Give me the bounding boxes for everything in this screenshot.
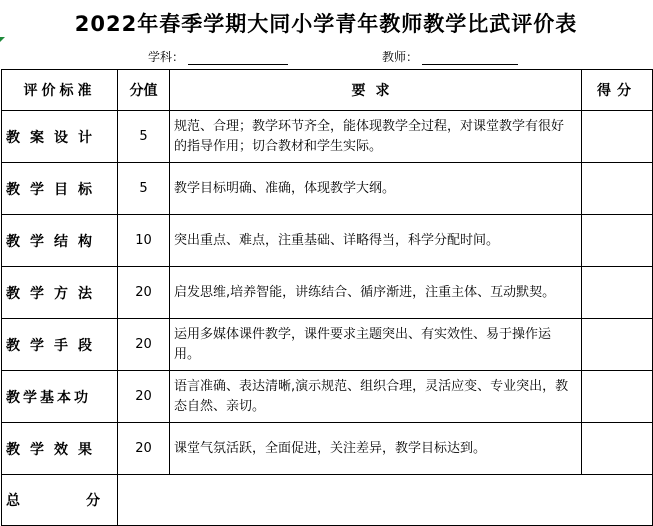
row-points: 20 xyxy=(118,319,170,371)
table-row xyxy=(2,423,653,475)
table-row xyxy=(2,371,653,423)
total-label: 总分 xyxy=(2,475,118,526)
header-standard: 评价标准 xyxy=(2,70,118,111)
row-score-cell[interactable] xyxy=(582,319,653,371)
row-score-cell[interactable] xyxy=(582,215,653,267)
row-requirement: 启发思维,培养智能，讲练结合、循序渐进，注重主体、互动默契。 xyxy=(170,267,582,319)
table-header-row xyxy=(2,70,653,111)
header-requirements: 要求 xyxy=(170,70,582,111)
row-category: 教学效果 xyxy=(2,423,118,475)
teacher-field xyxy=(382,48,518,65)
row-score-cell[interactable] xyxy=(582,111,653,163)
row-category: 教学手段 xyxy=(2,319,118,371)
header-points: 分值 xyxy=(118,70,170,111)
row-requirement: 规范、合理；教学环节齐全，能体现教学全过程，对课堂教学有很好的指导作用；切合教材和学生实际。 xyxy=(170,111,582,163)
teacher-blank[interactable] xyxy=(422,50,518,65)
row-points: 20 xyxy=(118,267,170,319)
row-points: 20 xyxy=(118,423,170,475)
row-score-cell[interactable] xyxy=(582,163,653,215)
row-category: 教学基本功 xyxy=(2,371,118,423)
table-row xyxy=(2,163,653,215)
row-points: 5 xyxy=(118,111,170,163)
header-score: 得分 xyxy=(582,70,653,111)
total-row xyxy=(2,475,653,526)
row-requirement: 运用多媒体课件教学，课件要求主题突出、有实效性、易于操作运用。 xyxy=(170,319,582,371)
subject-label: 学科： xyxy=(148,50,185,64)
row-category: 教学目标 xyxy=(2,163,118,215)
table-row xyxy=(2,267,653,319)
row-points: 5 xyxy=(118,163,170,215)
row-score-cell[interactable] xyxy=(582,267,653,319)
row-category: 教案设计 xyxy=(2,111,118,163)
total-value-cell[interactable] xyxy=(118,475,653,526)
row-points: 20 xyxy=(118,371,170,423)
row-requirement: 课堂气氛活跃，全面促进，关注差异，教学目标达到。 xyxy=(170,423,582,475)
row-requirement: 语言准确、表达清晰,演示规范、组织合理，灵活应变、专业突出，教态自然、亲切。 xyxy=(170,371,582,423)
teacher-label: 教师： xyxy=(382,50,419,64)
row-score-cell[interactable] xyxy=(582,423,653,475)
subject-blank[interactable] xyxy=(188,50,288,65)
row-requirement: 教学目标明确、准确，体现教学大纲。 xyxy=(170,163,582,215)
table-row xyxy=(2,111,653,163)
row-category: 教学方法 xyxy=(2,267,118,319)
row-requirement: 突出重点、难点，注重基础、详略得当，科学分配时间。 xyxy=(170,215,582,267)
subject-field xyxy=(148,48,288,65)
page-title: 2022年春季学期大同小学青年教师教学比武评价表 xyxy=(74,12,578,36)
row-points: 10 xyxy=(118,215,170,267)
row-score-cell[interactable] xyxy=(582,371,653,423)
table-row xyxy=(2,215,653,267)
row-category: 教学结构 xyxy=(2,215,118,267)
table-row xyxy=(2,319,653,371)
evaluation-table xyxy=(1,69,653,526)
